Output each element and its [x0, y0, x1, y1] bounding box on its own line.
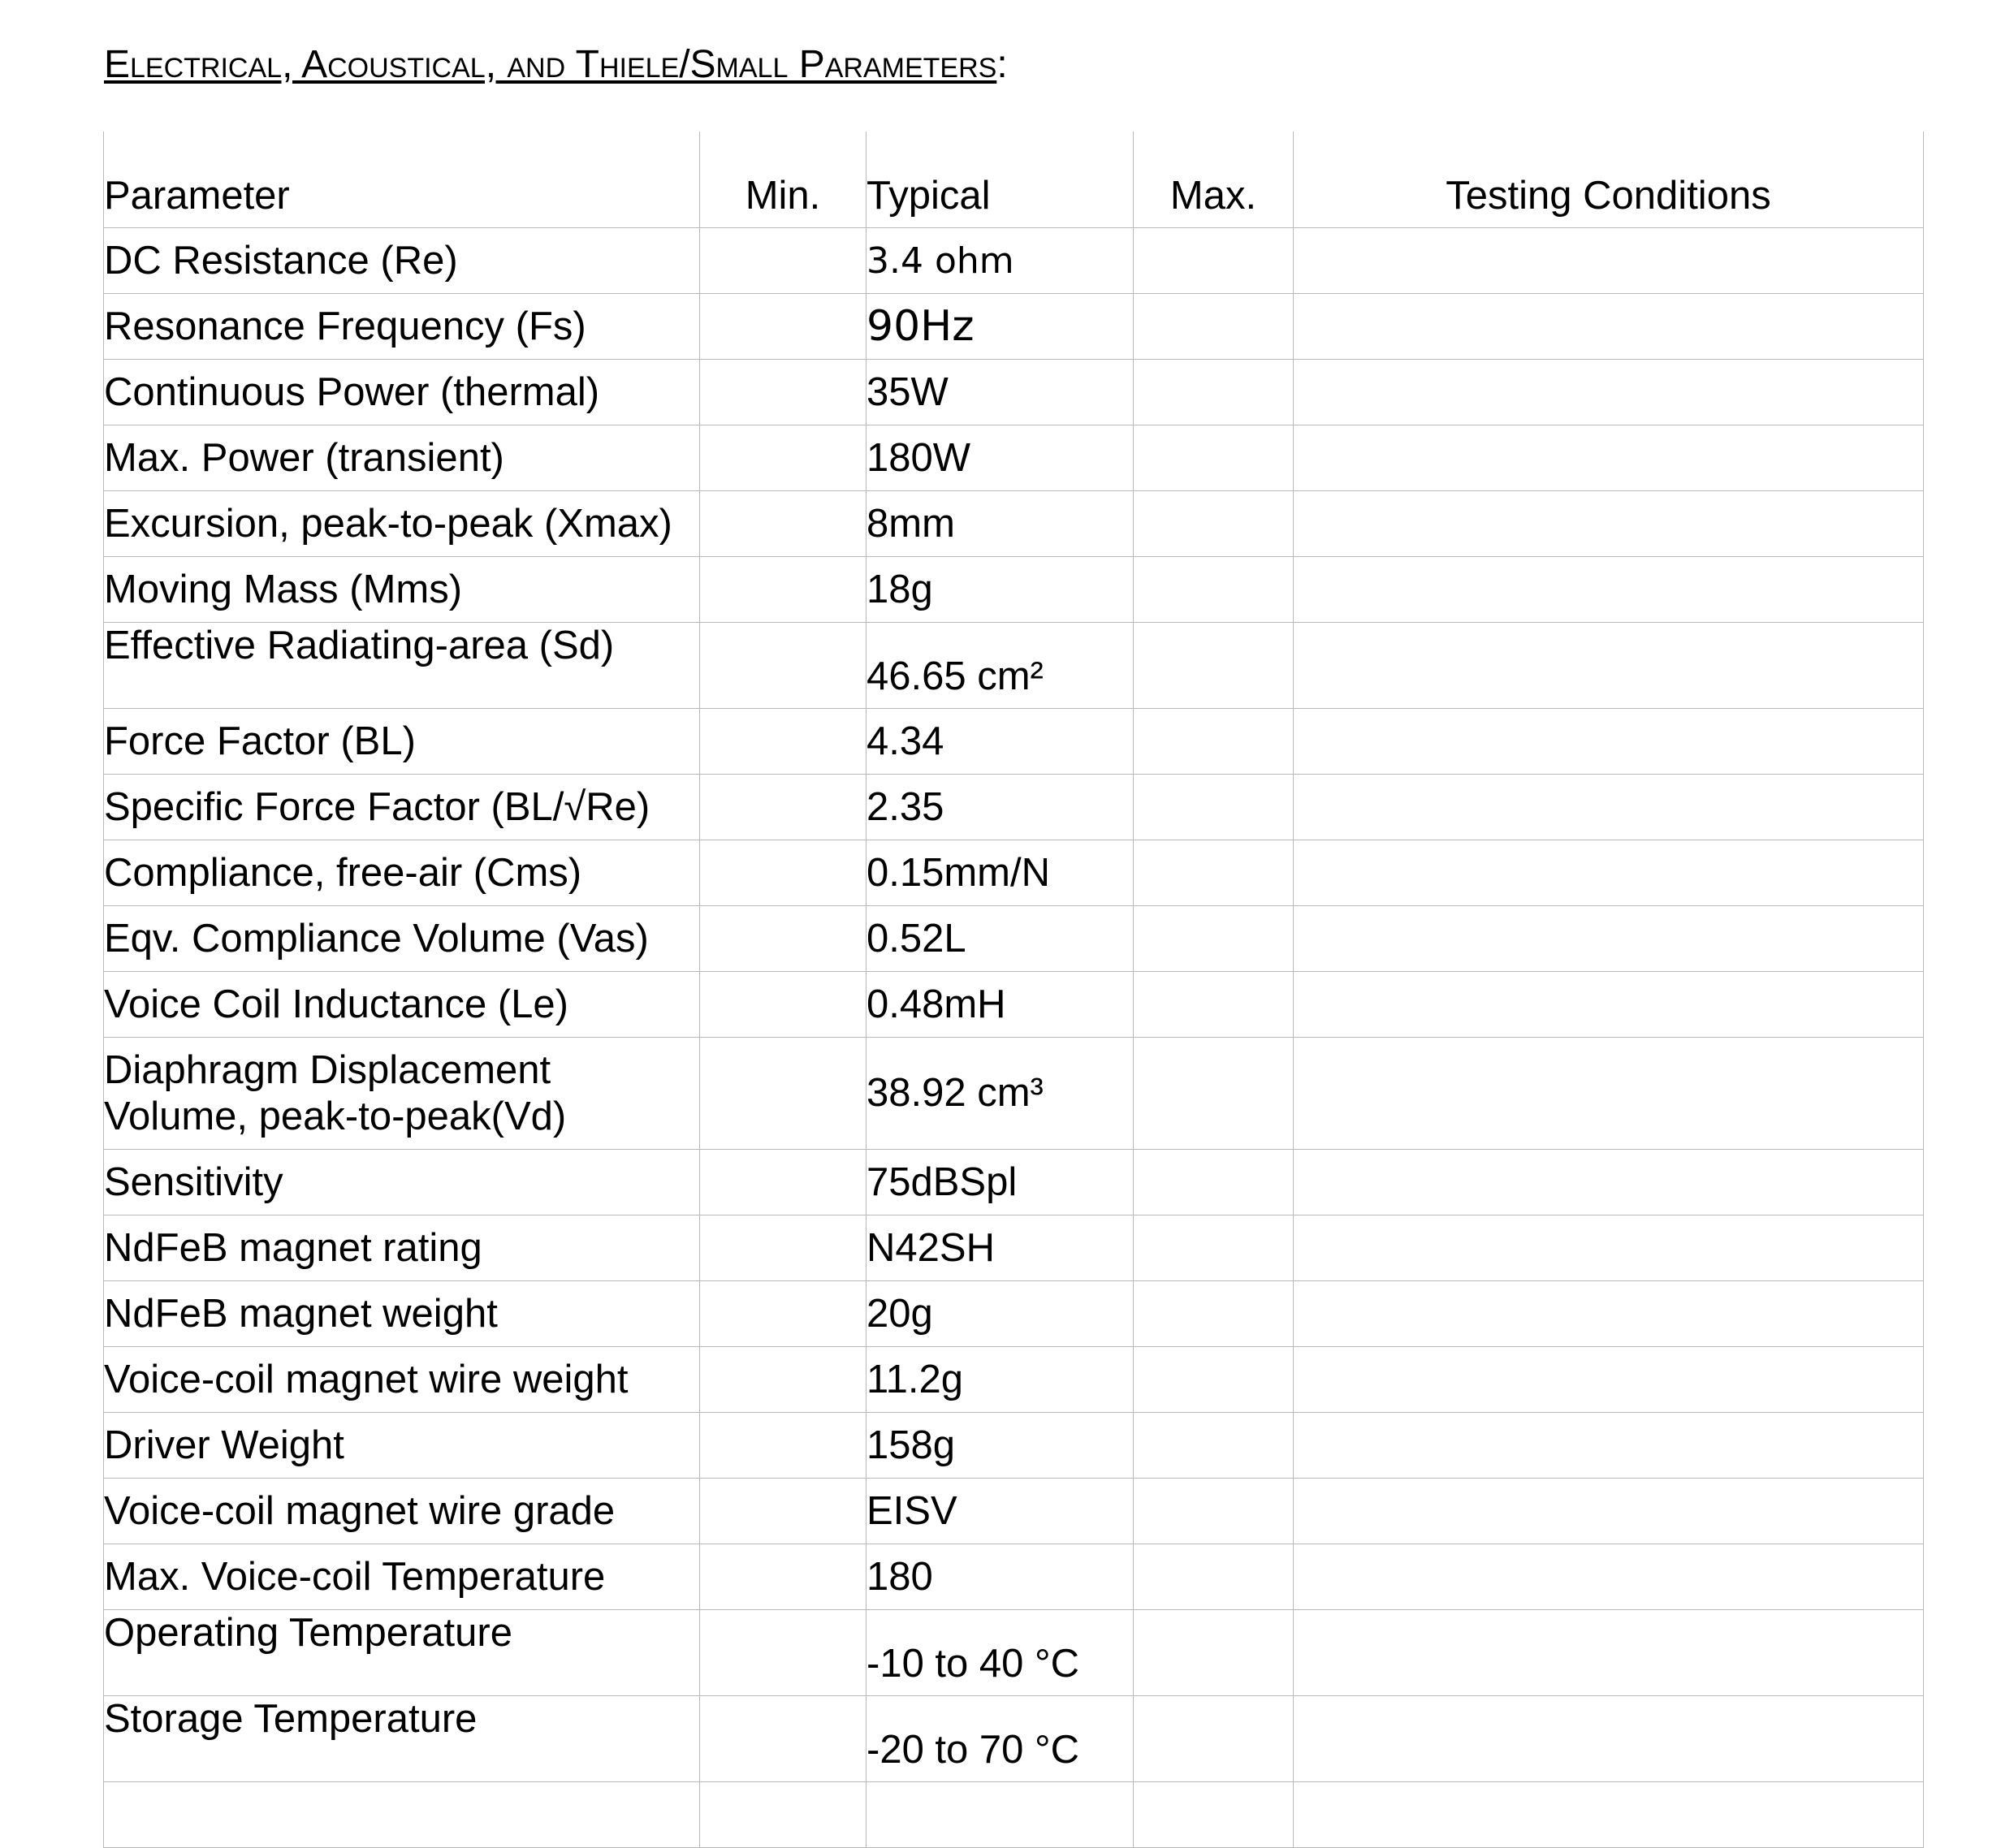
header-typical: Typical [867, 132, 1134, 228]
table-row [104, 1696, 1924, 1782]
typical-cell: 18g [867, 557, 1134, 623]
testing-cell [1294, 1150, 1924, 1215]
testing-cell [1294, 1479, 1924, 1544]
parameter-cell: NdFeB magnet weight [104, 1281, 700, 1347]
testing-cell [1294, 491, 1924, 557]
parameter-cell: Operating Temperature [104, 1610, 700, 1696]
table-row [104, 491, 1924, 557]
min-cell [700, 1215, 867, 1281]
typical-cell: EISV [867, 1479, 1134, 1544]
parameter-cell: Resonance Frequency (Fs) [104, 294, 700, 360]
max-cell [1134, 1038, 1294, 1150]
testing-cell [1294, 1610, 1924, 1696]
min-cell [700, 1150, 867, 1215]
max-cell [1134, 294, 1294, 360]
max-cell [1134, 709, 1294, 775]
parameter-cell: Eqv. Compliance Volume (Vas) [104, 906, 700, 972]
typical-cell: 0.48mH [867, 972, 1134, 1038]
parameter-cell: Specific Force Factor (BL/√Re) [104, 775, 700, 840]
page-title-colon: : [996, 43, 1008, 86]
testing-cell [1294, 906, 1924, 972]
parameter-cell: Sensitivity [104, 1150, 700, 1215]
typical-cell: 38.92 cm³ [867, 1038, 1134, 1150]
header-parameter: Parameter [104, 132, 700, 228]
max-cell [1134, 1782, 1294, 1848]
table-row [104, 623, 1924, 709]
min-cell [700, 1413, 867, 1479]
parameter-cell [104, 1782, 700, 1848]
page-title-text: Electrical, Acoustical, and Thiele/Small Parameters [104, 43, 997, 86]
table-row [104, 1782, 1924, 1848]
table-row [104, 1610, 1924, 1696]
table-header-row [104, 132, 1924, 228]
min-cell [700, 1782, 867, 1848]
min-cell [700, 1038, 867, 1150]
min-cell [700, 709, 867, 775]
parameter-cell: Voice-coil magnet wire grade [104, 1479, 700, 1544]
testing-cell [1294, 425, 1924, 491]
min-cell [700, 1544, 867, 1610]
parameters-table [103, 132, 1924, 1848]
testing-cell [1294, 557, 1924, 623]
testing-cell [1294, 294, 1924, 360]
testing-cell [1294, 1544, 1924, 1610]
max-cell [1134, 906, 1294, 972]
min-cell [700, 294, 867, 360]
max-cell [1134, 972, 1294, 1038]
testing-cell [1294, 1038, 1924, 1150]
max-cell [1134, 1150, 1294, 1215]
min-cell [700, 906, 867, 972]
typical-cell: 180W [867, 425, 1134, 491]
max-cell [1134, 228, 1294, 294]
header-max: Max. [1134, 132, 1294, 228]
testing-cell [1294, 1215, 1924, 1281]
table-row [104, 1038, 1924, 1150]
parameter-cell [104, 1038, 700, 1150]
min-cell [700, 775, 867, 840]
page-title [104, 41, 1008, 89]
testing-cell [1294, 623, 1924, 709]
table-row [104, 1281, 1924, 1347]
typical-cell: 180 [867, 1544, 1134, 1610]
typical-cell: 3.4 ohm [867, 228, 1134, 294]
max-cell [1134, 1281, 1294, 1347]
table-row [104, 1150, 1924, 1215]
parameter-cell: Driver Weight [104, 1413, 700, 1479]
min-cell [700, 425, 867, 491]
typical-cell: 8mm [867, 491, 1134, 557]
table-row [104, 425, 1924, 491]
parameter-cell: Force Factor (BL) [104, 709, 700, 775]
typical-cell: 75dBSpl [867, 1150, 1134, 1215]
max-cell [1134, 1347, 1294, 1413]
max-cell [1134, 425, 1294, 491]
typical-cell: 46.65 cm² [867, 623, 1134, 709]
max-cell [1134, 623, 1294, 709]
parameter-line-2: Volume, peak-to-peak(Vd) [104, 1094, 567, 1138]
table-row [104, 906, 1924, 972]
typical-cell: 4.34 [867, 709, 1134, 775]
min-cell [700, 360, 867, 425]
table-row [104, 557, 1924, 623]
testing-cell [1294, 1696, 1924, 1782]
min-cell [700, 623, 867, 709]
testing-cell [1294, 1281, 1924, 1347]
min-cell [700, 1347, 867, 1413]
testing-cell [1294, 1347, 1924, 1413]
testing-cell [1294, 228, 1924, 294]
max-cell [1134, 360, 1294, 425]
max-cell [1134, 1413, 1294, 1479]
typical-cell [867, 1782, 1134, 1848]
testing-cell [1294, 972, 1924, 1038]
min-cell [700, 491, 867, 557]
table-row [104, 1347, 1924, 1413]
parameter-cell: Moving Mass (Mms) [104, 557, 700, 623]
table-row [104, 840, 1924, 906]
typical-cell: -10 to 40 °C [867, 1610, 1134, 1696]
header-testing-conditions: Testing Conditions [1294, 132, 1924, 228]
typical-cell: 2.35 [867, 775, 1134, 840]
testing-cell [1294, 709, 1924, 775]
parameter-cell: NdFeB magnet rating [104, 1215, 700, 1281]
min-cell [700, 972, 867, 1038]
table-row [104, 775, 1924, 840]
table-row [104, 1413, 1924, 1479]
max-cell [1134, 1479, 1294, 1544]
min-cell [700, 1479, 867, 1544]
typical-cell: 90Hz [867, 294, 1134, 360]
parameter-cell: Effective Radiating-area (Sd) [104, 623, 700, 709]
max-cell [1134, 1696, 1294, 1782]
parameter-cell: Max. Power (transient) [104, 425, 700, 491]
table-row [104, 360, 1924, 425]
max-cell [1134, 1610, 1294, 1696]
max-cell [1134, 840, 1294, 906]
table-row [104, 709, 1924, 775]
testing-cell [1294, 840, 1924, 906]
testing-cell [1294, 360, 1924, 425]
parameter-cell: DC Resistance (Re) [104, 228, 700, 294]
table-row [104, 1215, 1924, 1281]
typical-cell: 0.52L [867, 906, 1134, 972]
table-row [104, 294, 1924, 360]
testing-cell [1294, 1413, 1924, 1479]
max-cell [1134, 775, 1294, 840]
typical-cell: -20 to 70 °C [867, 1696, 1134, 1782]
min-cell [700, 1610, 867, 1696]
typical-cell: 35W [867, 360, 1134, 425]
typical-cell: 11.2g [867, 1347, 1134, 1413]
parameter-cell: Voice Coil Inductance (Le) [104, 972, 700, 1038]
header-min: Min. [700, 132, 867, 228]
table-row [104, 972, 1924, 1038]
min-cell [700, 1696, 867, 1782]
max-cell [1134, 1215, 1294, 1281]
min-cell [700, 228, 867, 294]
table-row [104, 228, 1924, 294]
min-cell [700, 1281, 867, 1347]
parameter-cell: Compliance, free-air (Cms) [104, 840, 700, 906]
testing-cell [1294, 775, 1924, 840]
typical-cell: 158g [867, 1413, 1134, 1479]
typical-cell: 20g [867, 1281, 1134, 1347]
table-row [104, 1544, 1924, 1610]
testing-cell [1294, 1782, 1924, 1848]
parameter-cell: Voice-coil magnet wire weight [104, 1347, 700, 1413]
typical-cell: 0.15mm/N [867, 840, 1134, 906]
parameter-cell: Storage Temperature [104, 1696, 700, 1782]
max-cell [1134, 1544, 1294, 1610]
table-row [104, 1479, 1924, 1544]
max-cell [1134, 557, 1294, 623]
typical-cell: N42SH [867, 1215, 1134, 1281]
min-cell [700, 840, 867, 906]
parameter-cell: Max. Voice-coil Temperature [104, 1544, 700, 1610]
parameter-line-1: Diaphragm Displacement [104, 1047, 551, 1092]
parameter-cell: Excursion, peak-to-peak (Xmax) [104, 491, 700, 557]
parameter-cell: Continuous Power (thermal) [104, 360, 700, 425]
min-cell [700, 557, 867, 623]
max-cell [1134, 491, 1294, 557]
